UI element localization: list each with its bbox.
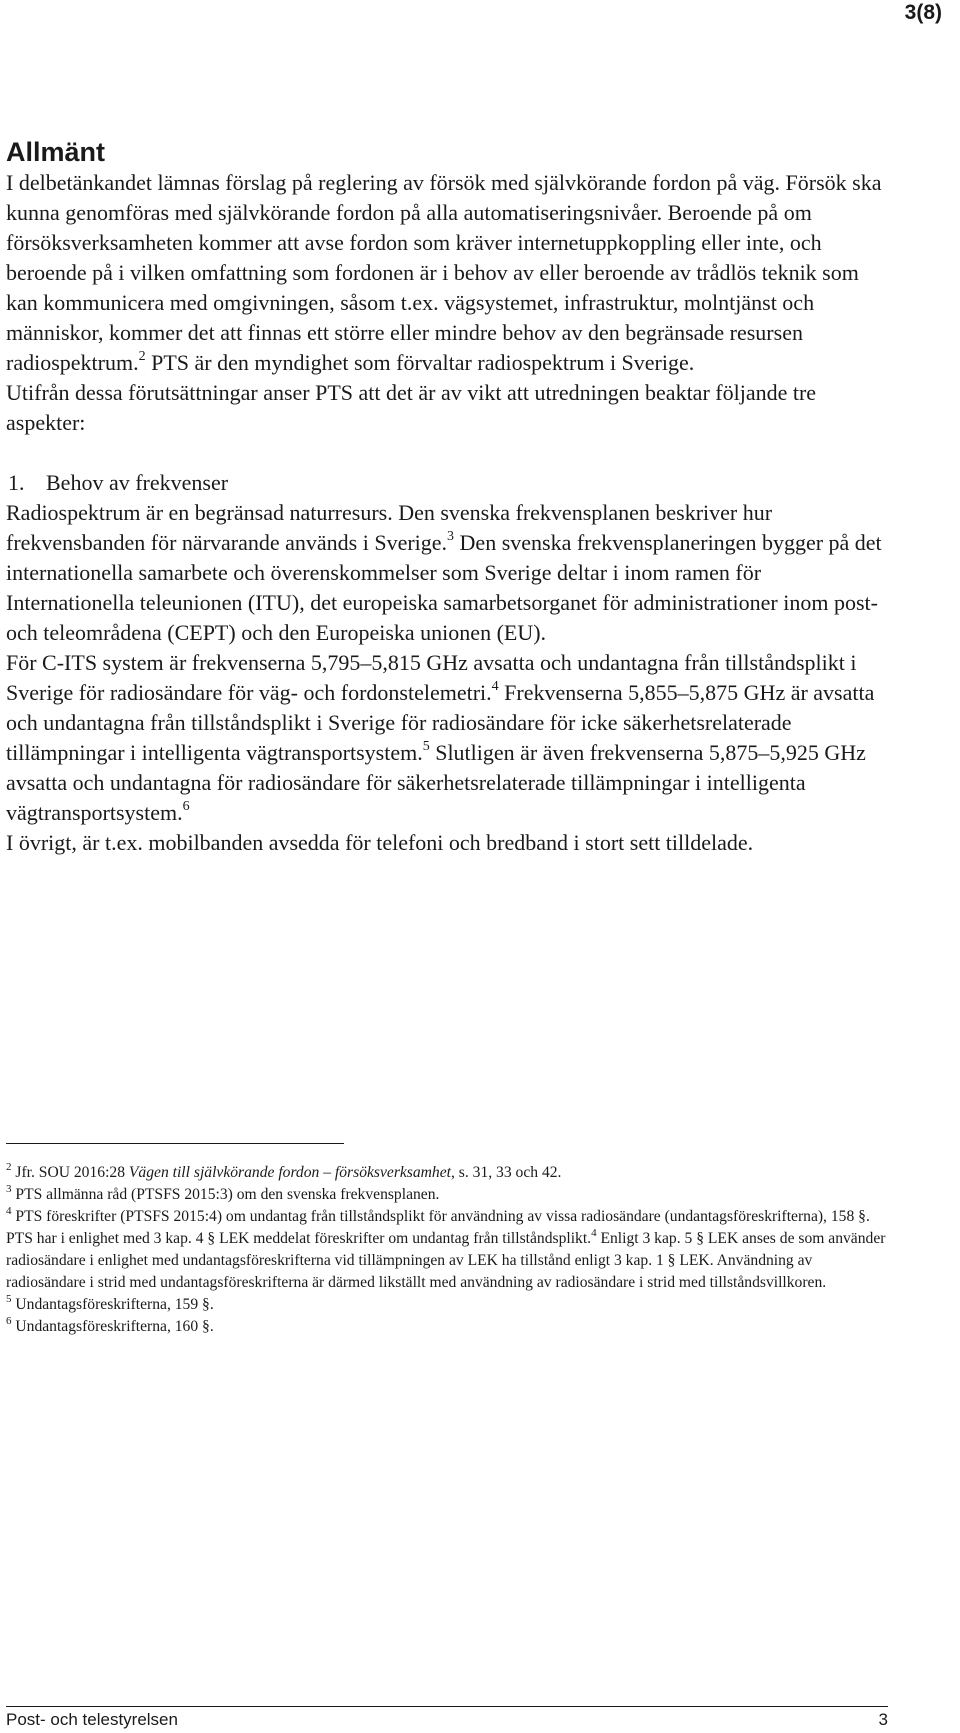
footnote-2 [6, 1162, 886, 1184]
footnote-number: 6 [6, 1314, 12, 1327]
footnote-title: Vägen till självkörande fordon – försöksverksamhet [128, 1164, 451, 1181]
footnote-number: 5 [6, 1292, 12, 1305]
footnote-ref-2: 2 [138, 348, 146, 364]
footnote-text: Undantagsföreskrifterna, 160 §. [11, 1318, 214, 1335]
list-item-frequencies [6, 468, 886, 498]
paragraph-radiospectrum-text: Radiospektrum är en begränsad naturresurs. Den svenska frekvensplanen beskriver hur frekvensbanden för närvarande används i Sverige. [6, 500, 773, 555]
paragraph-radiospectrum-text-end: Den svenska frekvensplaneringen bygger på det internationella samarbete och överenskommelser som Sverige deltar i inom ramen för Internationella teleunionen (ITU), det europeiska samarbetsorganet för administrationer inom post- och teleområdena (CEPT) och den Europeiska unionen (EU). [6, 530, 882, 645]
page-indicator: 3(8) [904, 1, 942, 24]
footnote-text-end: , s. 31, 33 och 42. [450, 1164, 562, 1181]
footnote-4 [6, 1206, 886, 1294]
paragraph-aspects: Utifrån dessa förutsättningar anser PTS att det är av vikt att utredningen beaktar följande tre aspekter: [6, 380, 817, 435]
footnote-ref-6: 6 [182, 798, 190, 814]
paragraph-mobile-bands: I övrigt, är t.ex. mobilbanden avsedda för telefoni och bredband i stort sett tilldelade. [6, 830, 754, 855]
footer-organization: Post- och telestyrelsen [6, 1710, 178, 1729]
main-content [6, 136, 886, 858]
footnote-ref-4: 4 [491, 678, 499, 694]
footnote-text-end: Enligt 3 kap. 5 § LEK anses de som använder radiosändare i enlighet med undantagsföreskrifterna vid tillämpningen av LEK ha tillstånd enligt 3 kap. 1 § LEK. Användning av radiosändare i strid med undantagsföreskrifterna är därmed likställt med användning av radiosändare i strid med tillståndsvillkoren. [6, 1230, 886, 1291]
footnote-text: PTS allmänna råd (PTSFS 2015:3) om den svenska frekvensplanen. [11, 1186, 440, 1203]
footnote-6 [6, 1316, 886, 1338]
paragraph-radiospectrum [6, 498, 886, 648]
paragraph-c-its [6, 648, 886, 828]
list-number: 1. [8, 470, 25, 495]
paragraph-c-its-text-1: För C-ITS system är frekvenserna 5,795–5,815 GHz avsatta och undantagna från tillståndsplikt i Sverige för radiosändare för väg- och fordonstelemetri. [6, 650, 857, 705]
paragraph-c-its-text-2: Frekvenserna 5,855–5,875 GHz är avsatta och undantagna från tillståndsplikt i Sverige för radiosändare för icke säkerhetsrelaterade tillämpningar i intelligenta vägtransportsystem. [6, 680, 875, 765]
footnote-5 [6, 1294, 886, 1316]
footnote-inline-ref: 4 [591, 1226, 597, 1239]
footnote-text: Undantagsföreskrifterna, 159 §. [11, 1296, 214, 1313]
list-item-label: Behov av frekvenser [46, 470, 229, 495]
footnote-text: PTS föreskrifter (PTSFS 2015:4) om undantag från tillståndsplikt för användning av vissa radiosändare (undantagsföreskrifterna), 158 §. PTS har i enlighet med 3 kap. 4 § LEK meddelat föreskrifter om undantag från tillståndsplikt. [6, 1208, 870, 1247]
footnote-number: 3 [6, 1182, 12, 1195]
paragraph-intro [6, 168, 886, 378]
paragraph-intro-text-end: PTS är den myndighet som förvaltar radiospektrum i Sverige. [145, 350, 695, 375]
footer-page-number: 3 [878, 1710, 888, 1729]
footer-separator [6, 1706, 888, 1707]
footnote-ref-3: 3 [447, 528, 455, 544]
section-heading: Allmänt [6, 137, 106, 167]
paragraph-c-its-text-3: Slutligen är även frekvenserna 5,875–5,925 GHz avsatta och undantagna för radiosändare för säkerhetsrelaterade tillämpningar i intelligenta vägtransportsystem. [6, 740, 866, 825]
footnote-separator [6, 1143, 344, 1144]
paragraph-intro-text: I delbetänkandet lämnas förslag på reglering av försök med självkörande fordon på väg. Försök ska kunna genomföras med självkörande fordon på alla automatiseringsnivåer. Beroende på om försöksverksamheten kommer att avse fordon som kräver internetuppkoppling eller inte, och beroende på i vilken omfattning som fordonen är i behov av eller beroende av trådlös teknik som kan kommunicera med omgivningen, såsom t.ex. vägsystemet, infrastruktur, molntjänst och människor, kommer det att finnas ett större eller mindre behov av den begränsade resursen radiospektrum. [6, 170, 882, 375]
footnotes [6, 1162, 886, 1338]
footnote-ref-5: 5 [422, 738, 430, 754]
footnote-3 [6, 1184, 886, 1206]
page-footer [6, 1708, 888, 1732]
footnote-number: 4 [6, 1204, 12, 1217]
footnote-number: 2 [6, 1160, 12, 1173]
footnote-text: Jfr. SOU 2016:28 [11, 1164, 129, 1181]
